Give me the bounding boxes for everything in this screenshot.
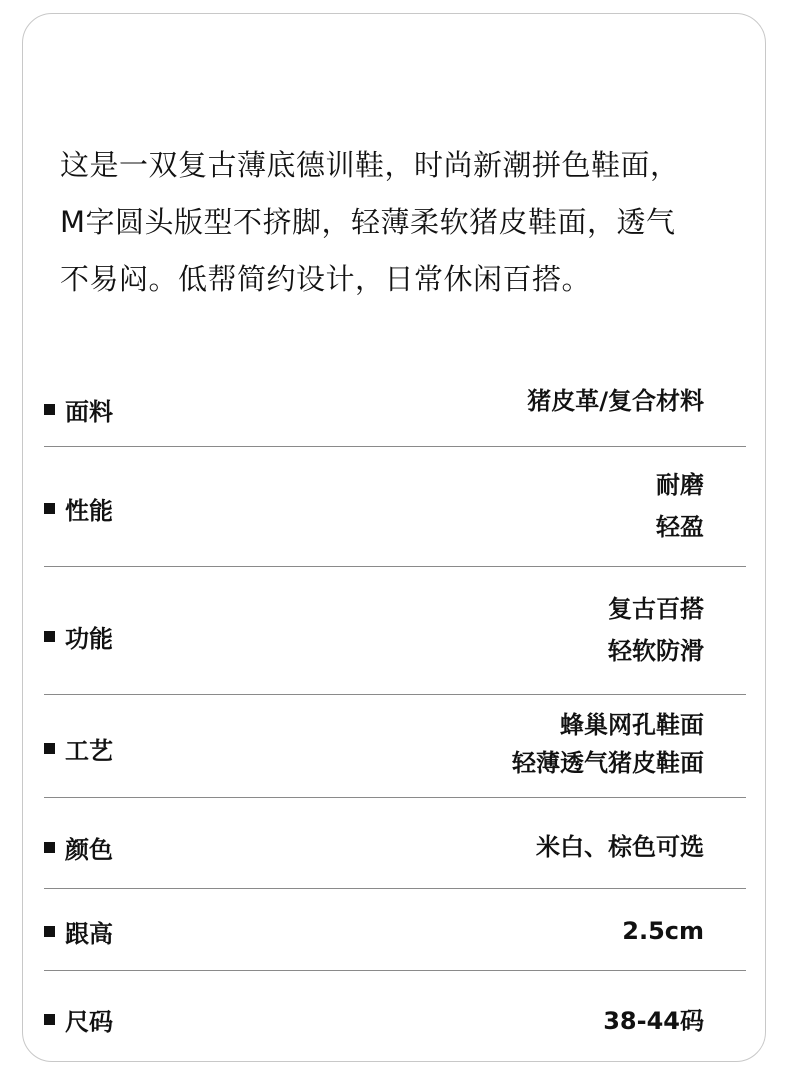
spec-value (512, 706, 704, 782)
spec-value-line: 蜂巢网孔鞋面 (560, 711, 704, 739)
description-line: 这是一双复古薄底德训鞋，时尚新潮拼色鞋面， (60, 148, 680, 182)
spec-value (608, 588, 704, 672)
spec-value (536, 826, 704, 868)
divider (44, 797, 746, 798)
spec-label: 跟高 (65, 920, 113, 948)
bullet-icon (44, 631, 55, 642)
description-line: M字圆头版型不挤脚，轻薄柔软猪皮鞋面，透气 (60, 205, 676, 239)
spec-value (656, 464, 704, 548)
spec-row-performance (44, 464, 746, 554)
spec-value (603, 1000, 704, 1042)
spec-row-heel-height (44, 910, 746, 954)
spec-value-line: 轻软防滑 (608, 637, 704, 665)
spec-row-craft (44, 706, 746, 790)
spec-row-color (44, 826, 746, 870)
spec-label: 尺码 (65, 1008, 113, 1036)
bullet-icon (44, 926, 55, 937)
spec-label: 工艺 (65, 737, 113, 765)
divider (44, 566, 746, 567)
spec-value-line: 38-44码 (603, 1007, 704, 1035)
spec-label: 性能 (65, 497, 113, 525)
product-description (60, 137, 740, 308)
divider (44, 694, 746, 695)
spec-value-line: 轻薄透气猪皮鞋面 (512, 749, 704, 777)
spec-value-line: 米白、棕色可选 (536, 833, 704, 861)
bullet-icon (44, 1014, 55, 1025)
description-line: 不易闷。低帮简约设计，日常休闲百搭。 (60, 262, 592, 296)
spec-label: 面料 (65, 398, 113, 426)
bullet-icon (44, 842, 55, 853)
divider (44, 446, 746, 447)
spec-label: 功能 (65, 625, 113, 653)
divider (44, 888, 746, 889)
spec-value-line: 2.5cm (622, 917, 704, 945)
bullet-icon (44, 743, 55, 754)
spec-row-material (44, 380, 746, 436)
spec-row-function (44, 588, 746, 678)
bullet-icon (44, 503, 55, 514)
spec-row-size (44, 1000, 746, 1044)
bullet-icon (44, 404, 55, 415)
spec-value-line: 耐磨 (656, 471, 704, 499)
spec-value (527, 380, 704, 422)
divider (44, 970, 746, 971)
spec-value-line: 轻盈 (656, 513, 704, 541)
spec-value-line: 猪皮革/复合材料 (527, 387, 704, 415)
spec-label: 颜色 (65, 836, 113, 864)
spec-value-line: 复古百搭 (608, 595, 704, 623)
spec-value (622, 910, 704, 952)
